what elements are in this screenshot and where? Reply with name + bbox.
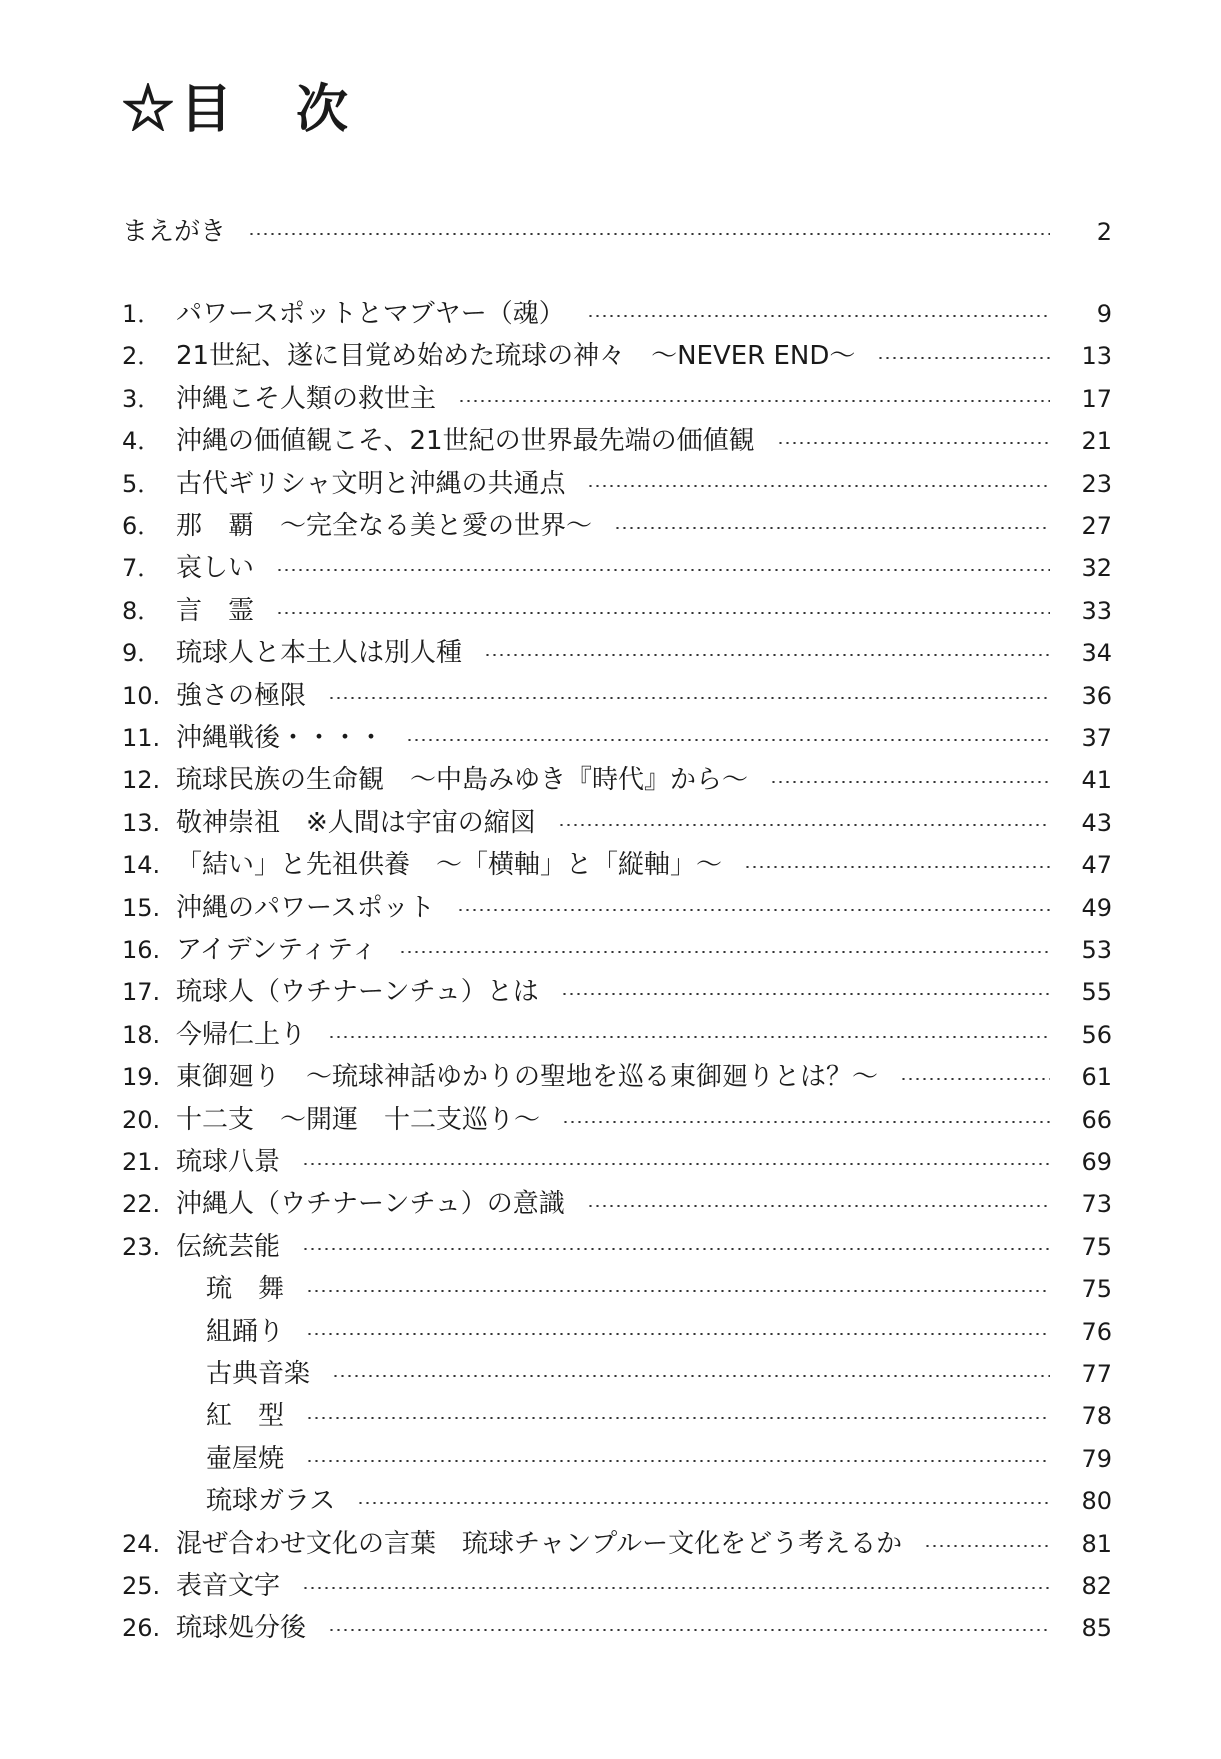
- toc-page-number: 53: [1081, 936, 1112, 964]
- toc-page-number: 32: [1081, 554, 1112, 582]
- toc-row: [122, 633, 1112, 673]
- toc-row: [122, 888, 1112, 928]
- dot-leader: [276, 569, 1050, 571]
- toc-row: [122, 464, 1112, 504]
- toc-entry-number: 16.: [122, 936, 161, 964]
- toc-page-number: 41: [1081, 766, 1112, 794]
- dot-leader: [306, 1333, 1050, 1335]
- toc-page-number: 23: [1081, 470, 1112, 498]
- toc-entry-label: 沖縄のパワースポット: [176, 893, 435, 923]
- toc-entry-number: 13.: [122, 809, 161, 837]
- toc-entry-label: 21世紀、遂に目覚め始めた琉球の神々 ～NEVER END～: [176, 341, 856, 371]
- dot-leader: [302, 1163, 1050, 1165]
- toc-page-number: 82: [1081, 1572, 1112, 1600]
- dot-leader: [777, 442, 1050, 444]
- toc-entry-label: 沖縄戦後・・・・: [176, 723, 385, 753]
- toc-page-number: 47: [1081, 851, 1112, 879]
- toc-entry-label: 琉球八景: [176, 1147, 281, 1177]
- toc-entry-label: 敬神崇祖 ※人間は宇宙の縮図: [176, 808, 536, 838]
- dot-leader: [562, 1121, 1050, 1123]
- toc-page-number: 34: [1081, 639, 1112, 667]
- toc-entry-number: 11.: [122, 724, 161, 752]
- toc-entry-label: 混ぜ合わせ文化の言葉 琉球チャンプルー文化をどう考えるか: [176, 1529, 903, 1559]
- toc-entry-number: 9．: [122, 639, 162, 667]
- toc-row: [122, 1057, 1112, 1097]
- toc-entry-label: 哀しい: [176, 553, 255, 583]
- toc-row: [122, 1524, 1112, 1564]
- toc-row: [122, 1100, 1112, 1140]
- toc-row: [122, 1227, 1112, 1267]
- toc-entry-label: 那 覇 ～完全なる美と愛の世界～: [176, 511, 593, 541]
- toc-entry-label: 東御廻り ～琉球神話ゆかりの聖地を巡る東御廻りとは？～: [176, 1062, 879, 1092]
- toc-page-number: 2: [1096, 218, 1112, 246]
- toc-row: [122, 845, 1112, 885]
- toc-entry-number: 17.: [122, 978, 161, 1006]
- dot-leader: [332, 1375, 1050, 1377]
- dot-leader: [276, 612, 1050, 614]
- dot-leader: [900, 1078, 1050, 1080]
- dot-leader: [302, 1248, 1050, 1250]
- toc-page-number: 66: [1081, 1106, 1112, 1134]
- toc-entry-label: パワースポットとマブヤー（魂）: [176, 299, 565, 329]
- dot-leader: [328, 697, 1050, 699]
- toc-entry-number: 14.: [122, 851, 161, 879]
- dot-leader: [587, 1205, 1050, 1207]
- toc-entry-label: 沖縄の価値観こそ、21世紀の世界最先端の価値観: [176, 426, 755, 456]
- toc-entry-number: 7．: [122, 554, 162, 582]
- toc-row: [122, 591, 1112, 631]
- dot-leader: [877, 357, 1050, 359]
- toc-row: [122, 1566, 1112, 1606]
- toc-entry-number: 2．: [122, 342, 162, 370]
- toc-entry-number: 8．: [122, 597, 162, 625]
- toc-page-number: 78: [1081, 1402, 1112, 1430]
- toc-row: [122, 294, 1112, 334]
- toc-row: [122, 1184, 1112, 1224]
- dot-leader: [558, 824, 1050, 826]
- toc-entry-number: 22.: [122, 1190, 161, 1218]
- toc-page-number: 80: [1081, 1487, 1112, 1515]
- toc-row: [122, 506, 1112, 546]
- dot-leader: [484, 654, 1050, 656]
- toc-entry-number: 12.: [122, 766, 161, 794]
- toc-entry-number: 20.: [122, 1106, 161, 1134]
- toc-entry-label: 伝統芸能: [176, 1232, 281, 1262]
- dot-leader: [399, 951, 1050, 953]
- toc-entry-number: 25.: [122, 1572, 161, 1600]
- toc-row: [122, 1396, 1112, 1436]
- toc-entry-label: 「結い」と先祖供養 ～「横軸」と「縦軸」～: [176, 850, 723, 880]
- toc-entry-number: 23.: [122, 1233, 161, 1261]
- toc-row: [122, 930, 1112, 970]
- toc-row: [122, 1015, 1112, 1055]
- toc-entry-label: 琉 舞: [206, 1274, 285, 1304]
- toc-entry-number: 5．: [122, 470, 162, 498]
- toc-entry-label: 言 霊: [176, 596, 255, 626]
- toc-row: [122, 548, 1112, 588]
- toc-row: [122, 718, 1112, 758]
- dot-leader: [328, 1036, 1050, 1038]
- dot-leader: [306, 1460, 1050, 1462]
- toc-entry-label: 琉球処分後: [176, 1613, 307, 1643]
- toc-entry-label: 琉球人（ウチナーンチュ）とは: [176, 977, 539, 1007]
- toc-row: [122, 676, 1112, 716]
- toc-page-number: 17: [1081, 385, 1112, 413]
- dot-leader: [306, 1417, 1050, 1419]
- toc-page-number: 76: [1081, 1318, 1112, 1346]
- dot-leader: [770, 781, 1050, 783]
- toc-row: [122, 421, 1112, 461]
- toc-page-number: 81: [1081, 1530, 1112, 1558]
- dot-leader: [587, 315, 1050, 317]
- toc-entry-number: 6．: [122, 512, 162, 540]
- toc-page-number: 37: [1081, 724, 1112, 752]
- toc-page-number: 75: [1081, 1233, 1112, 1261]
- toc-entry-label: 沖縄人（ウチナーンチュ）の意識: [176, 1189, 565, 1219]
- toc-page-number: 56: [1081, 1021, 1112, 1049]
- toc-row: [122, 1142, 1112, 1182]
- toc-entry-label: 琉球ガラス: [206, 1486, 336, 1516]
- toc-entry-number: 3．: [122, 385, 162, 413]
- dot-leader: [248, 233, 1050, 235]
- toc-entry-label: 古典音楽: [206, 1359, 311, 1389]
- toc-entry-label: まえがき: [122, 217, 227, 247]
- dot-leader: [458, 400, 1050, 402]
- dot-leader: [744, 866, 1050, 868]
- toc-entry-label: 壷屋焼: [206, 1444, 285, 1474]
- toc-entry-number: 26.: [122, 1614, 161, 1642]
- toc-entry-number: 18.: [122, 1021, 161, 1049]
- toc-row-preface: [122, 212, 1112, 252]
- dot-leader: [587, 485, 1050, 487]
- toc-entry-label: 表音文字: [176, 1571, 281, 1601]
- toc-entry-label: 古代ギリシャ文明と沖縄の共通点: [176, 469, 566, 499]
- dot-leader: [306, 1290, 1050, 1292]
- toc-row: [122, 1608, 1112, 1648]
- toc-page-number: 75: [1081, 1275, 1112, 1303]
- toc-row: [122, 1354, 1112, 1394]
- toc-entry-number: 21.: [122, 1148, 161, 1176]
- toc-entry-number: 10.: [122, 682, 161, 710]
- toc-entry-label: 強さの極限: [176, 681, 307, 711]
- toc-entry-label: 組踊り: [206, 1317, 285, 1347]
- dot-leader: [406, 739, 1050, 741]
- dot-leader: [614, 527, 1050, 529]
- dot-leader: [457, 909, 1050, 911]
- toc-row: [122, 972, 1112, 1012]
- toc-entry-label: 琉球人と本土人は別人種: [176, 638, 463, 668]
- toc-entry-number: 19.: [122, 1063, 161, 1091]
- dot-leader: [357, 1502, 1050, 1504]
- toc-entry-number: 24.: [122, 1530, 161, 1558]
- toc-page-number: 85: [1081, 1614, 1112, 1642]
- toc-page-number: 55: [1081, 978, 1112, 1006]
- toc-page-number: 77: [1081, 1360, 1112, 1388]
- toc-page-number: 49: [1081, 894, 1112, 922]
- dot-leader: [561, 993, 1050, 995]
- toc-title: ☆目 次: [122, 79, 355, 140]
- toc-row: [122, 1439, 1112, 1479]
- toc-page-number: 36: [1081, 682, 1112, 710]
- toc-entry-number: 15.: [122, 894, 161, 922]
- toc-row: [122, 1269, 1112, 1309]
- toc-page-number: 43: [1081, 809, 1112, 837]
- toc-entry-number: 4．: [122, 427, 162, 455]
- dot-leader: [924, 1545, 1050, 1547]
- toc-page-number: 61: [1081, 1063, 1112, 1091]
- toc-page-number: 79: [1081, 1445, 1112, 1473]
- toc-page-number: 13: [1081, 342, 1112, 370]
- toc-page-number: 9: [1096, 300, 1112, 328]
- toc-page-number: 21: [1081, 427, 1112, 455]
- toc-entry-label: アイデンティティ: [176, 935, 377, 965]
- toc-page-number: 27: [1081, 512, 1112, 540]
- toc-entry-label: 紅 型: [206, 1401, 285, 1431]
- toc-row: [122, 379, 1112, 419]
- toc-entry-number: 1．: [122, 300, 162, 328]
- toc-row: [122, 336, 1112, 376]
- toc-entry-label: 今帰仁上り: [176, 1020, 307, 1050]
- toc-row: [122, 760, 1112, 800]
- toc-page-number: 69: [1081, 1148, 1112, 1176]
- toc-row: [122, 1312, 1112, 1352]
- toc-page-number: 73: [1081, 1190, 1112, 1218]
- toc-entry-label: 十二支 ～開運 十二支巡り～: [176, 1105, 541, 1135]
- toc-row: [122, 803, 1112, 843]
- toc-entry-label: 沖縄こそ人類の救世主: [176, 384, 437, 414]
- toc-row: [122, 1481, 1112, 1521]
- dot-leader: [328, 1629, 1050, 1631]
- toc-entry-label: 琉球民族の生命観 ～中島みゆき『時代』から～: [176, 765, 749, 795]
- toc-page-number: 33: [1081, 597, 1112, 625]
- dot-leader: [302, 1587, 1050, 1589]
